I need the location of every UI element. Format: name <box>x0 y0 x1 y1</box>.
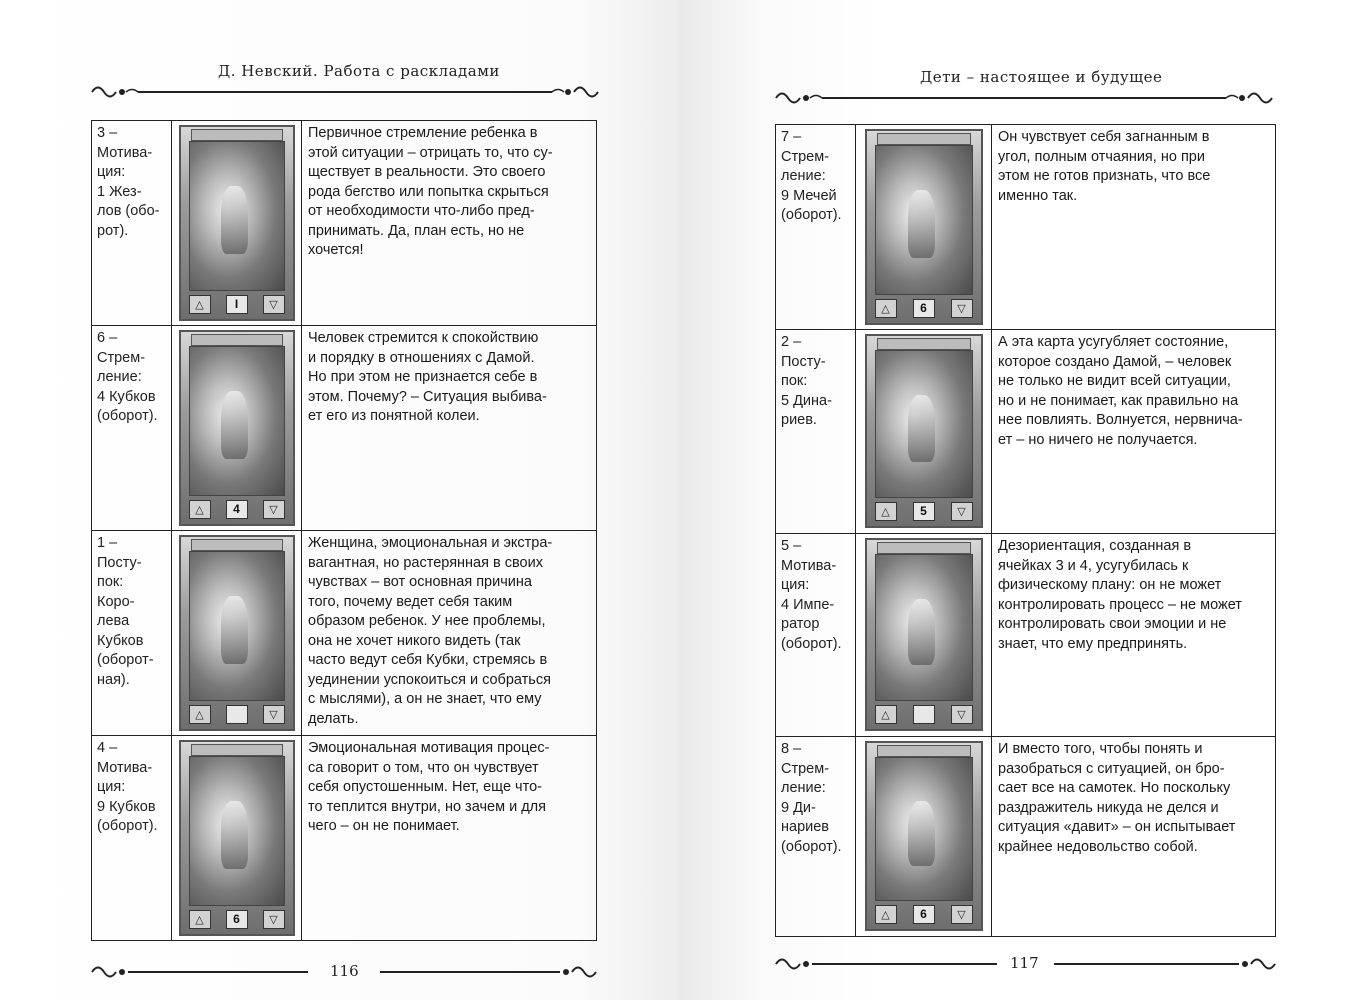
label-line: ление: <box>781 780 826 796</box>
text-line: контролировать свои эмоции и не <box>998 616 1227 632</box>
label-line: Коро- <box>97 593 135 610</box>
text-line: именно так. <box>998 187 1078 204</box>
card-cell <box>856 125 992 330</box>
label-line: рот). <box>97 222 129 239</box>
text-line: Но при этом не признается себе в <box>308 369 538 385</box>
text-line: не только не видит всей ситуации, <box>998 373 1231 389</box>
page-number: 117 <box>1010 954 1039 972</box>
position-label <box>776 534 856 737</box>
card-number: 6 <box>913 905 935 924</box>
text-line: Дезориентация, созданная в <box>998 538 1192 554</box>
label-line: 7 – <box>781 129 802 145</box>
label-line: (оборот). <box>781 838 842 855</box>
footer-flourish-ornament-icon <box>378 962 598 982</box>
card-number <box>226 705 248 724</box>
tarot-card-icon: △ 6 ▽ <box>865 741 983 931</box>
interpretation-text <box>302 121 597 326</box>
text-line: чего – он не понимает. <box>308 818 460 834</box>
text-line: И вместо того, чтобы понять и <box>998 741 1203 757</box>
tarot-card-icon: △ 6 ▽ <box>179 740 295 936</box>
text-line: делать. <box>308 710 359 727</box>
label-line: пок: <box>781 373 808 389</box>
text-line: са говорит о том, что он чувствует <box>308 759 539 776</box>
text-line: уединении успокоиться и собраться <box>308 671 551 688</box>
interpretation-text <box>302 736 597 941</box>
label-line: ция: <box>781 577 810 593</box>
label-line: 4 – <box>97 740 118 756</box>
position-label <box>92 121 172 326</box>
card-cell <box>856 534 992 737</box>
text-line: ситуация «давит» – он испытывает <box>998 819 1236 835</box>
text-line: крайнее недовольство собой. <box>998 838 1198 855</box>
label-line: ная). <box>97 671 130 688</box>
footer-flourish-ornament-icon <box>774 954 999 974</box>
table-row <box>92 736 597 941</box>
text-line: от необходимости что-либо пред- <box>308 203 535 219</box>
text-line: нее повлиять. Волнуется, нервнича- <box>998 412 1243 428</box>
table-row <box>92 326 597 531</box>
label-line: (оборот). <box>781 207 842 223</box>
table-row <box>776 330 1276 534</box>
card-cell <box>856 737 992 937</box>
text-line: чувствах – вот основная причина <box>308 574 532 590</box>
label-line: (оборот). <box>781 635 842 652</box>
header-flourish-ornament-icon <box>90 82 600 102</box>
card-cell <box>172 326 302 531</box>
text-line: часто ведут себя Кубки, стремясь в <box>308 652 548 668</box>
label-line: 4 Кубков <box>97 388 156 405</box>
card-number: 5 <box>913 502 935 521</box>
text-line: знает, что ему предпринять. <box>998 635 1188 652</box>
interpretation-text <box>992 737 1276 937</box>
position-label <box>92 736 172 941</box>
label-line: Посту- <box>97 554 142 571</box>
card-cell <box>172 121 302 326</box>
position-label <box>776 737 856 937</box>
text-line: этой ситуации – отрицать то, что су- <box>308 144 553 161</box>
text-line: этом. Почему? – Ситуация выбива- <box>308 388 547 405</box>
label-line: 5 – <box>781 538 802 554</box>
right-page <box>678 0 1356 1000</box>
label-line: пок: <box>97 574 124 590</box>
label-line: Стрем- <box>781 760 830 777</box>
position-label <box>776 330 856 534</box>
label-line: риев. <box>781 412 817 428</box>
label-line: 5 Дина- <box>781 392 832 409</box>
footer-flourish-ornament-icon <box>90 962 310 982</box>
label-line: (оборот). <box>97 408 158 424</box>
running-title: Д. Невский. Работа с раскладами <box>218 62 500 80</box>
text-line: но и не понимает, как правильно на <box>998 392 1239 409</box>
label-line: Мотива- <box>97 759 153 776</box>
tarot-card-icon: △ 5 ▽ <box>865 334 983 528</box>
tarot-card-icon: △ ▽ <box>179 535 295 731</box>
label-line: ция: <box>97 164 126 180</box>
interpretation-text <box>992 125 1276 330</box>
label-line: 6 – <box>97 330 118 346</box>
label-line: нариев <box>781 819 830 835</box>
tarot-card-icon: △ 6 ▽ <box>865 129 983 325</box>
text-line: физическому плану: он не может <box>998 577 1222 593</box>
card-number: 6 <box>913 299 935 318</box>
card-number: 4 <box>226 500 248 519</box>
table-row <box>776 125 1276 330</box>
text-line: которое создано Дамой, – человек <box>998 353 1232 370</box>
text-line: Он чувствует себя загнанным в <box>998 129 1210 145</box>
card-cell <box>172 531 302 736</box>
table-row <box>776 737 1276 937</box>
footer-flourish-ornament-icon <box>1052 954 1277 974</box>
label-line: Кубков <box>97 632 144 649</box>
tarot-card-icon: △ I ▽ <box>179 125 295 321</box>
label-line: 9 Ди- <box>781 799 816 816</box>
card-table-left <box>91 120 597 941</box>
label-line: ратор <box>781 616 820 632</box>
tarot-card-icon: △ 4 ▽ <box>179 330 295 526</box>
text-line: Первичное стремление ребенка в <box>308 125 538 141</box>
label-line: Посту- <box>781 353 826 370</box>
text-line: ет – но ничего не получается. <box>998 431 1198 448</box>
text-line: Женщина, эмоциональная и экстра- <box>308 535 553 551</box>
label-line: 9 Мечей <box>781 187 837 204</box>
table-row <box>776 534 1276 737</box>
table-row <box>92 121 597 326</box>
card-number: 6 <box>226 910 248 929</box>
header-flourish-ornament-icon <box>774 88 1274 108</box>
text-line: угол, полным отчаяния, но при <box>998 148 1205 165</box>
label-line: ление: <box>781 168 826 184</box>
text-line: контролировать процесс – не может <box>998 596 1242 613</box>
text-line: этом не готов признать, что все <box>998 168 1211 184</box>
text-line: ет его из понятной колеи. <box>308 408 480 424</box>
text-line: раздражитель никуда не делся и <box>998 799 1219 816</box>
position-label <box>92 531 172 736</box>
text-line: А эта карта усугубляет состояние, <box>998 334 1229 350</box>
running-title: Дети – настоящее и будущее <box>920 68 1163 86</box>
interpretation-text <box>302 326 597 531</box>
text-line: то теплится внутри, но зачем и для <box>308 798 546 815</box>
label-line: 8 – <box>781 741 802 757</box>
text-line: с мыслями), а он не знает, что ему <box>308 691 542 707</box>
label-line: 1 Жез- <box>97 183 142 200</box>
label-line: Мотива- <box>97 144 153 161</box>
card-number <box>913 705 935 724</box>
label-line: (оборот- <box>97 652 154 668</box>
label-line: 9 Кубков <box>97 798 156 815</box>
card-cell <box>172 736 302 941</box>
label-line: лов (обо- <box>97 203 160 219</box>
text-line: хочется! <box>308 242 364 258</box>
position-label <box>776 125 856 330</box>
text-line: себя опустошенным. Нет, еще что- <box>308 779 542 795</box>
interpretation-text <box>302 531 597 736</box>
text-line: вагантная, но растерянная в своих <box>308 554 543 571</box>
label-line: лева <box>97 613 130 629</box>
label-line: Стрем- <box>781 148 830 165</box>
position-label <box>92 326 172 531</box>
text-line: того, почему ведет себя таким <box>308 593 513 610</box>
card-cell <box>856 330 992 534</box>
text-line: сает все на самотек. Но поскольку <box>998 780 1231 796</box>
text-line: Эмоциональная мотивация процес- <box>308 740 550 756</box>
card-number: I <box>226 295 248 314</box>
tarot-card-icon: △ ▽ <box>865 538 983 731</box>
label-line: 1 – <box>97 535 118 551</box>
interpretation-text <box>992 534 1276 737</box>
label-line: Стрем- <box>97 349 146 366</box>
label-line: 3 – <box>97 125 118 141</box>
card-table-right <box>775 124 1276 937</box>
text-line: образом ребенок. У нее проблемы, <box>308 613 546 629</box>
interpretation-text <box>992 330 1276 534</box>
page-number: 116 <box>330 962 359 980</box>
label-line: ция: <box>97 779 126 795</box>
label-line: (оборот). <box>97 818 158 834</box>
text-line: рода бегство или попытка скрыться <box>308 183 549 200</box>
text-line: разобраться с ситуацией, он бро- <box>998 760 1225 777</box>
text-line: ществует в реальности. Это своего <box>308 164 546 180</box>
text-line: она не хочет никого видеть (так <box>308 632 521 649</box>
text-line: Человек стремится к спокойствию <box>308 330 539 346</box>
text-line: принимать. Да, план есть, но не <box>308 222 525 239</box>
label-line: 2 – <box>781 334 802 350</box>
label-line: ление: <box>97 369 142 385</box>
text-line: ячейках 3 и 4, усугубилась к <box>998 557 1189 574</box>
table-row <box>92 531 597 736</box>
label-line: 4 Импе- <box>781 596 835 613</box>
text-line: и порядку в отношениях с Дамой. <box>308 349 535 366</box>
label-line: Мотива- <box>781 557 837 574</box>
